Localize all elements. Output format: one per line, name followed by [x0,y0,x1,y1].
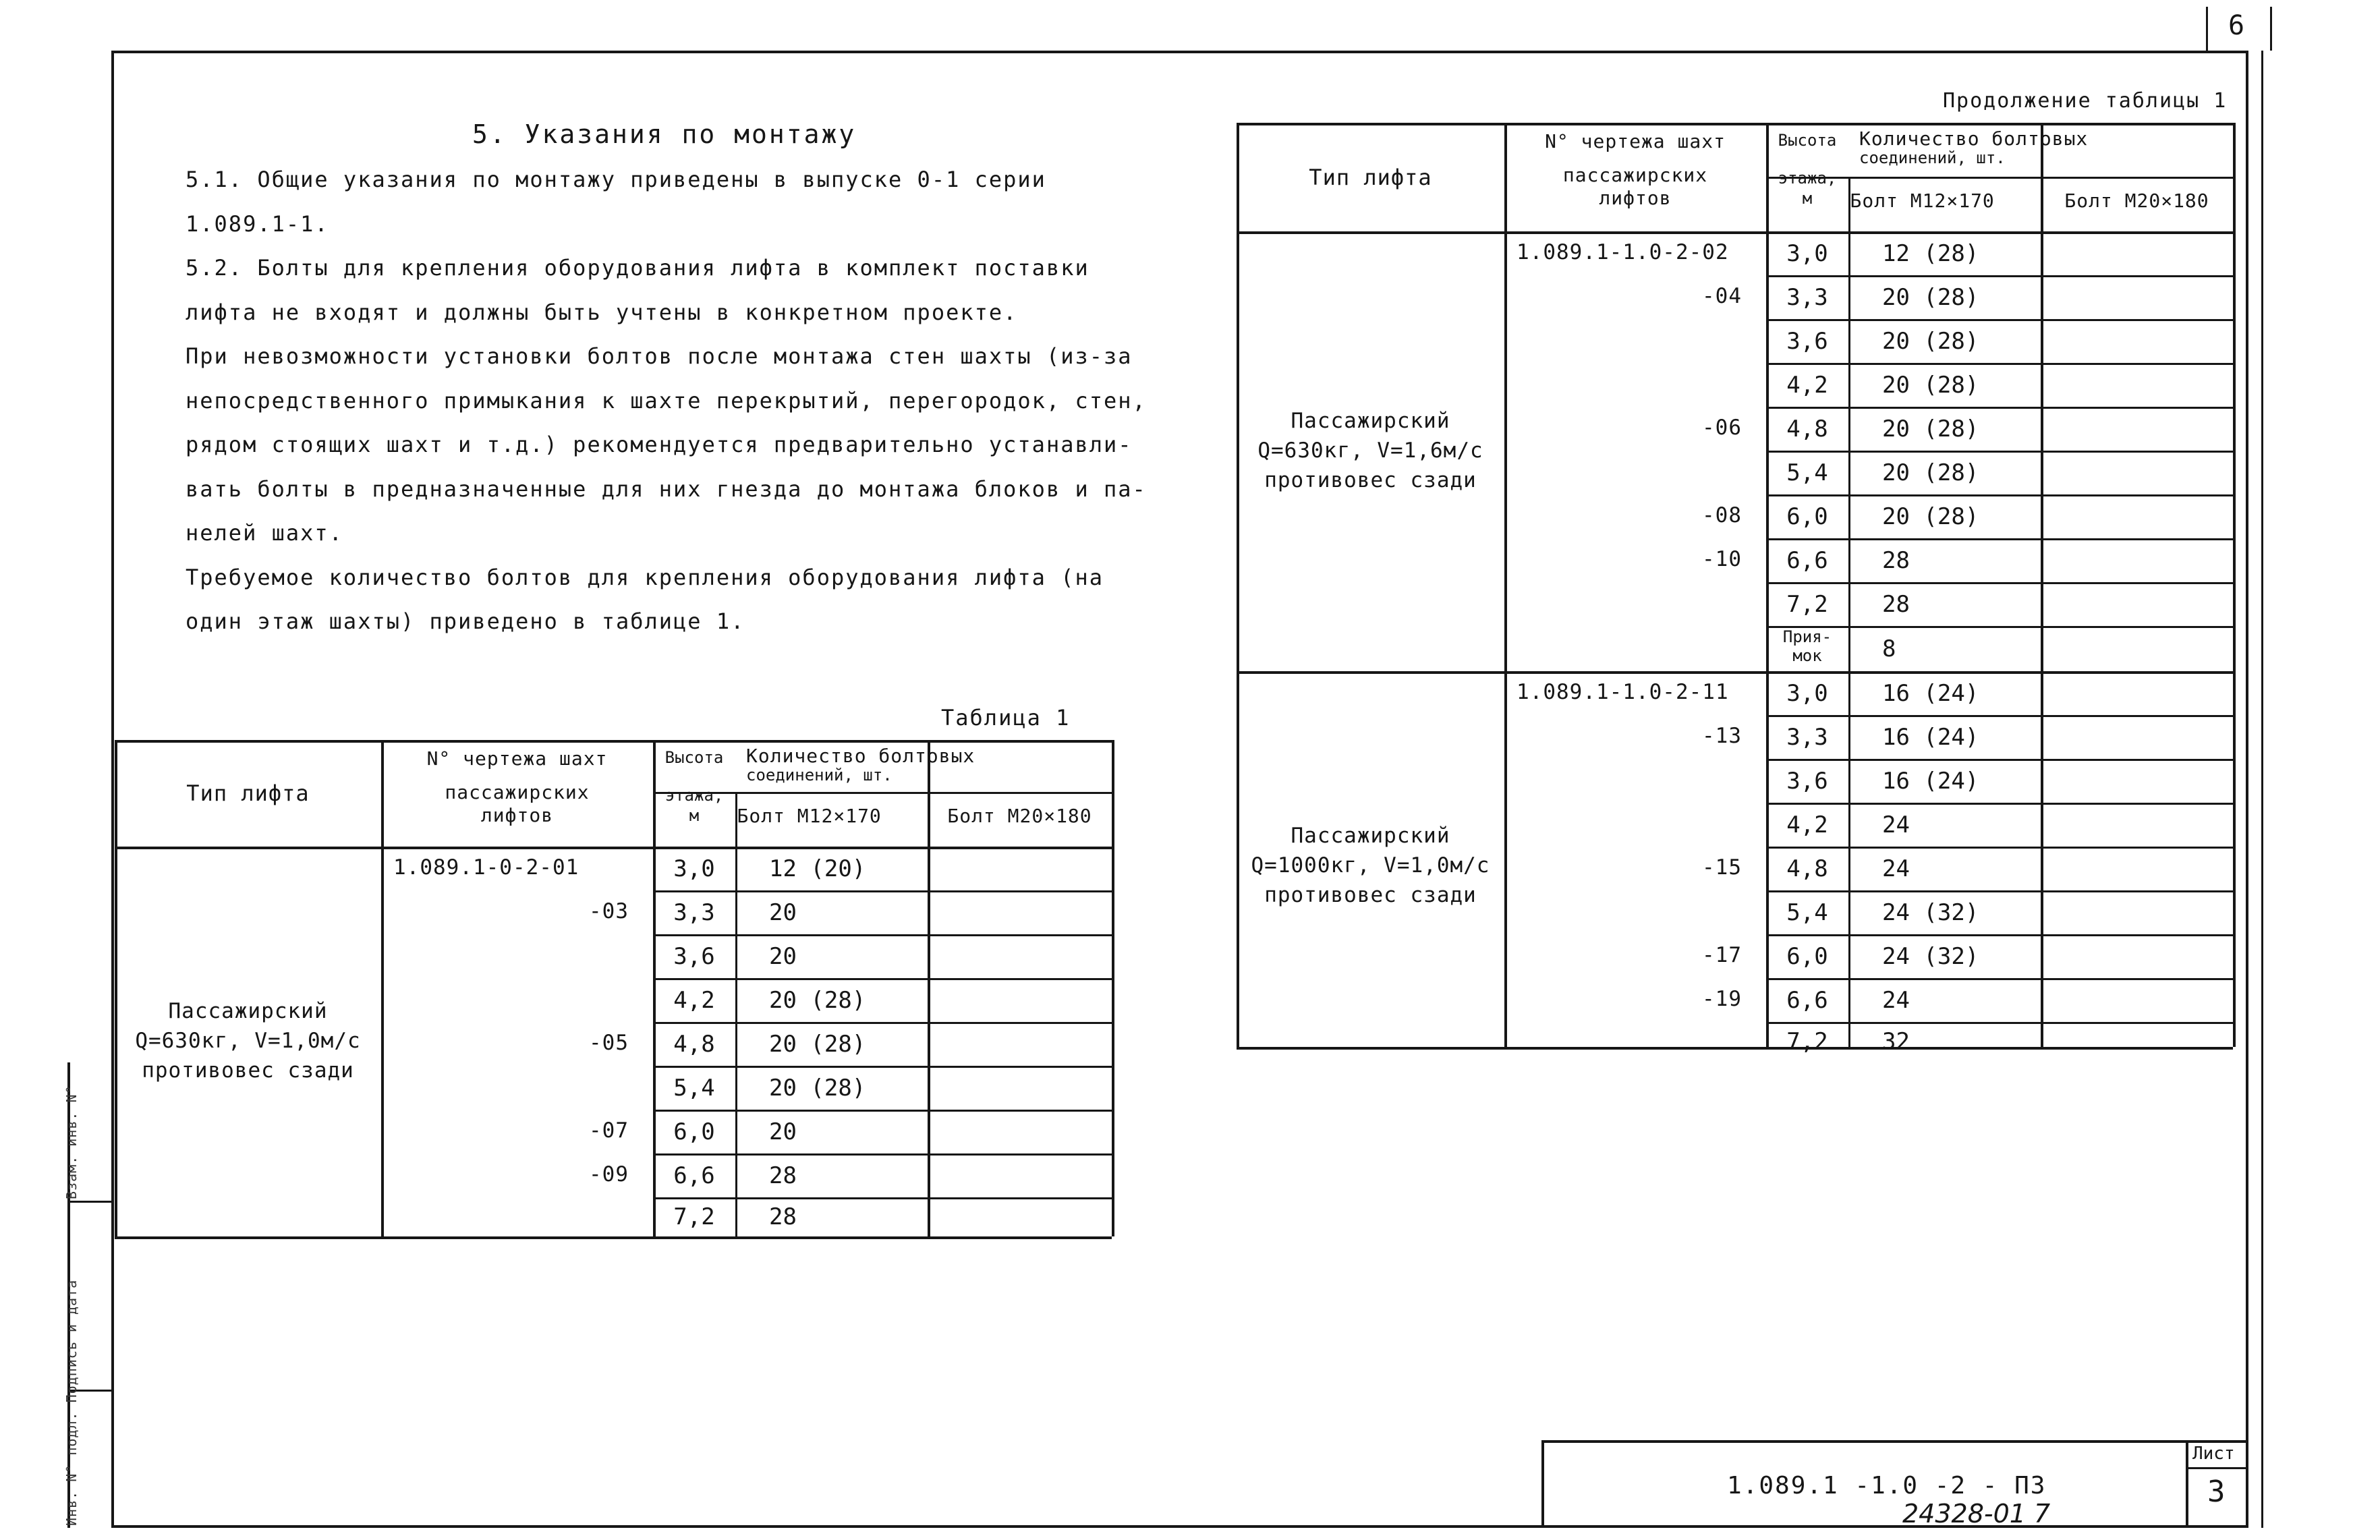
section-line: Требуемое количество болтов для крепления оборудования лифта (на [186,565,1104,590]
bolt-m12-count: 20 (28) [769,986,866,1014]
drawing-code: -06 [1702,415,1742,440]
floor-height: 5,4 [1786,459,1828,486]
drawing-code: 1.089.1-1.0-2-11 [1517,679,1729,704]
section-line: рядом стоящих шахт и т.д.) рекомендуется предварительно устанавли- [186,432,1133,457]
header-drawing: пассажирских [1562,164,1708,186]
header-quantity: соединений, шт. [746,766,893,785]
section-line: один этаж шахты) приведено в таблице 1. [186,608,745,634]
title-block-sheet-divider [2186,1440,2188,1528]
table2-left-border [1237,123,1239,1047]
bolt-m12-count: 20 (28) [1882,415,1979,443]
floor-height: 3,6 [1786,327,1828,355]
floor-height: 4,8 [1786,855,1828,882]
lift-type: Пассажирский [1291,409,1450,433]
bolt-m12-count: 16 (24) [1882,767,1979,795]
table2-row-line [2041,759,2233,761]
table2-row-line [1766,934,2041,936]
table1-right-border [928,740,930,1236]
table2-row-line [1766,803,2041,805]
bolt-m12-count: 20 (28) [1882,327,1979,355]
table2-col-divider [1766,123,1769,1047]
table1-row-line [653,1022,928,1024]
table2-top-border [2041,123,2233,125]
table2-row-line [1766,275,2041,277]
table2-bottom-border [1237,1047,2041,1050]
table1-cont-caption: Продолжение таблицы 1 [1943,89,2228,113]
table2-header-bottom [1237,231,2041,234]
floor-height: 6,0 [1786,942,1828,970]
table2-row-line [1766,890,2041,892]
bolt-m12-count: 28 [769,1162,797,1189]
bolt-m12-count: 12 (20) [769,855,866,882]
table2-right-border [2041,123,2043,1047]
floor-height: 6,6 [1786,986,1828,1014]
table2-row-line [1766,319,2041,321]
header-height: этажа, [1778,169,1837,188]
header-type: Тип лифта [1309,164,1432,190]
table2-row-line [1766,715,2041,717]
title-block-left [1541,1440,1544,1528]
bolt-m12-count: 20 (28) [1882,503,1979,530]
section-line: 5.1. Общие указания по монтажу приведены в выпуске 0-1 серии [186,167,1046,192]
drawing-code: -08 [1702,503,1742,527]
table1-row-line [928,978,1112,980]
table1-bottom-border [928,1236,1112,1239]
drawing-code: -07 [589,1118,629,1143]
drawing-code: -04 [1702,283,1742,308]
table2-col-divider [1848,177,1850,1047]
table2-subheader-line [2041,177,2233,179]
table1-caption: Таблица 1 [941,705,1071,731]
floor-height: 6,6 [1786,546,1828,574]
lift-type: противовес сзади [1264,468,1477,492]
bolt-m12-count: 20 [769,1118,797,1145]
header-height: Высота [664,748,724,767]
table2-row-line [1766,451,2041,453]
table2-row-line [1766,494,2041,496]
header-drawing: N° чертежа шахт [426,747,608,770]
lift-type: противовес сзади [142,1058,354,1083]
table1-row-line [653,1066,928,1068]
drawing-code: -15 [1702,855,1742,880]
table2-row-line [2041,363,2233,365]
floor-height: 3,0 [1786,679,1828,707]
floor-height: 3,0 [673,855,715,882]
header-height: этажа, [664,786,724,805]
table2-row-line [2041,407,2233,409]
table2-row-line [2041,978,2233,980]
table2-row-line [2041,494,2233,496]
header-drawing: лифтов [1599,187,1672,209]
inventory-number: 24328-01 7 [1902,1499,2051,1529]
corner-tick-left [2206,7,2208,51]
table1-col-divider [381,740,384,1236]
binding-label-1: Инв. N° подл. Подпись и дата [63,1279,80,1526]
title-block-sheet-label-line [2186,1467,2248,1469]
header-quantity: Количество болтовых [1859,127,2089,150]
header-type: Тип лифта [186,780,310,806]
section-line: нелей шахт. [186,520,343,546]
floor-height: 6,0 [1786,503,1828,530]
table2-group-divider [2041,671,2233,674]
sheet-label: Лист [2192,1444,2235,1464]
drawing-code: 1.089.1-1.0-2-02 [1517,239,1729,264]
floor-height: 3,0 [1786,239,1828,267]
table2-row-line [2041,803,2233,805]
table1-header-bottom [928,847,1112,849]
table1-row-line [928,890,1112,892]
table1-row-line [653,1153,928,1156]
table2-row-line [1766,582,2041,584]
table1-top-border [115,740,928,743]
drawing-code: -17 [1702,942,1742,967]
floor-height: 5,4 [673,1074,715,1102]
section-line: При невозможности установки болтов после монтажа стен шахты (из-за [186,343,1133,369]
title-block-top [1541,1440,2248,1443]
table2-row-line [2041,319,2233,321]
section-line: вать болты в предназначенные для них гнезда до монтажа блоков и па- [186,476,1147,502]
table1-right-border [1112,740,1114,1236]
bolt-m12-count: 28 [1882,546,1910,574]
header-drawing: пассажирских [445,781,590,803]
header-bolt-m12: Болт М12×170 [1850,190,1995,212]
table1-row-line [653,1110,928,1112]
table1-row-line [928,934,1112,936]
header-quantity: Количество болтовых [746,745,975,767]
table2-row-line [2041,538,2233,540]
drawing-code: -10 [1702,546,1742,571]
table2-row-line [1766,847,2041,849]
bolt-m12-count: 20 (28) [1882,459,1979,486]
bolt-m12-count: 24 (32) [1882,899,1979,926]
table1-row-line [653,978,928,980]
table2-row-line [1766,363,2041,365]
lift-type: Пассажирский [168,999,328,1023]
lift-type: Пассажирский [1291,823,1450,848]
bolt-m12-count: 16 (24) [1882,679,1979,707]
floor-height: 3,6 [1786,767,1828,795]
table1-row-line [653,890,928,892]
table1-row-line [653,1197,928,1199]
table1-left-border [115,740,117,1236]
table2-row-line [2041,1022,2233,1024]
section-line: непосредственного примыкания к шахте перекрытий, перегородок, стен, [186,388,1147,413]
drawing-code: -03 [589,899,629,923]
bolt-m12-count: 16 (24) [1882,723,1979,751]
lift-type: Q=630кг, V=1,0м/с [135,1029,361,1053]
binding-strip-divider-1 [67,1201,111,1203]
bolt-m12-count: 8 [1882,635,1896,662]
floor-height: 3,3 [1786,283,1828,311]
floor-height: 4,8 [1786,415,1828,443]
drawing-code: -13 [1702,723,1742,748]
bolt-m12-count: 20 (28) [1882,371,1979,399]
table1-top-border [928,740,1112,743]
bolt-m12-count: 32 [1882,1027,1910,1055]
table1-col-divider [735,792,737,1236]
bolt-m12-count: 24 [1882,811,1910,838]
header-bolt-m12: Болт М12×170 [737,805,882,827]
corner-number: 6 [2228,10,2245,41]
drawing-code: -09 [589,1162,629,1187]
bolt-m12-count: 24 [1882,855,1910,882]
bolt-m12-count: 24 [1882,986,1910,1014]
header-bolt-m20: Болт М20×180 [947,805,1092,827]
floor-height: 6,6 [673,1162,715,1189]
floor-height: 3,3 [673,899,715,926]
floor-height: 7,2 [1786,590,1828,618]
table2-row-line [2041,451,2233,453]
header-quantity: соединений, шт. [1859,148,2006,167]
table2-row-line [2041,934,2233,936]
table2-row-line [2041,275,2233,277]
floor-height: 6,0 [673,1118,715,1145]
header-bolt-m20: Болт М20×180 [2064,190,2209,212]
table1-row-line [653,934,928,936]
floor-height: 3,6 [673,942,715,970]
floor-height: 4,2 [1786,811,1828,838]
table2-row-line [1766,407,2041,409]
section-title: 5. Указания по монтажу [472,119,857,149]
binding-label-2: Взам. инв. N° [63,1085,80,1199]
table1-col-divider [653,740,656,1236]
table1-row-line [928,1022,1112,1024]
floor-height: 7,2 [1786,1027,1828,1055]
table2-row-line [1766,538,2041,540]
drawing-code: -05 [589,1030,629,1055]
frame-right-double-line [2261,51,2263,1528]
bolt-m12-count: 20 [769,899,797,926]
header-height: Высота [1778,131,1837,150]
sheet-number: 3 [2207,1475,2226,1509]
drawing-code: -19 [1702,986,1742,1011]
header-height: м [1802,189,1813,208]
corner-tick-right [2270,7,2272,51]
lift-type: противовес сзади [1264,882,1477,907]
table2-row-line [1766,759,2041,761]
floor-height: 4,8 [673,1030,715,1058]
bolt-m12-count: 20 (28) [769,1030,866,1058]
bolt-m12-count: 28 [1882,590,1910,618]
table1-row-line [928,1153,1112,1156]
bolt-m12-count: 28 [769,1203,797,1230]
pit-label: мок [1792,646,1822,665]
table1-row-line [928,1110,1112,1112]
lift-type: Q=630кг, V=1,6м/с [1257,438,1483,463]
table2-right-border [2233,123,2236,1047]
floor-height: 5,4 [1786,899,1828,926]
table2-row-line [2041,582,2233,584]
table2-row-line [2041,847,2233,849]
section-line: 1.089.1-1. [186,211,329,237]
table1-header-bottom [115,847,928,849]
header-drawing: лифтов [480,804,554,826]
bolt-m12-count: 24 (32) [1882,942,1979,970]
table2-row-line [1766,978,2041,980]
pit-label: Прия- [1782,627,1832,646]
section-line: лифта не входят и должны быть учтены в конкретном проекте. [186,300,1018,325]
table1-bottom-border [115,1236,928,1239]
lift-type: Q=1000кг, V=1,0м/с [1251,853,1490,878]
section-line: 5.2. Болты для крепления оборудования лифта в комплект поставки [186,255,1089,281]
table2-top-border [1237,123,2041,125]
floor-height: 4,2 [673,986,715,1014]
table1-row-line [928,1066,1112,1068]
bolt-m12-count: 20 (28) [1882,283,1979,311]
table2-group-divider [1237,671,2041,674]
floor-height: 4,2 [1786,371,1828,399]
bolt-m12-count: 20 [769,942,797,970]
header-drawing: N° чертежа шахт [1545,130,1726,152]
table2-row-line [2041,890,2233,892]
table2-row-line [1766,1022,2041,1024]
header-height: м [689,806,700,825]
document-code: 1.089.1 -1.0 -2 - П3 [1727,1472,2047,1500]
table1-row-line [928,1197,1112,1199]
floor-height: 7,2 [673,1203,715,1230]
bolt-m12-count: 20 (28) [769,1074,866,1102]
bolt-m12-count: 12 (28) [1882,239,1979,267]
table2-col-divider [1504,123,1507,1047]
table2-row-line [2041,715,2233,717]
table1-subheader-line [928,792,1112,794]
table2-bottom-border [2041,1047,2233,1050]
drawing-code: 1.089.1-0-2-01 [393,855,579,880]
table2-header-bottom [2041,231,2233,234]
floor-height: 3,3 [1786,723,1828,751]
table2-row-line [2041,626,2233,628]
